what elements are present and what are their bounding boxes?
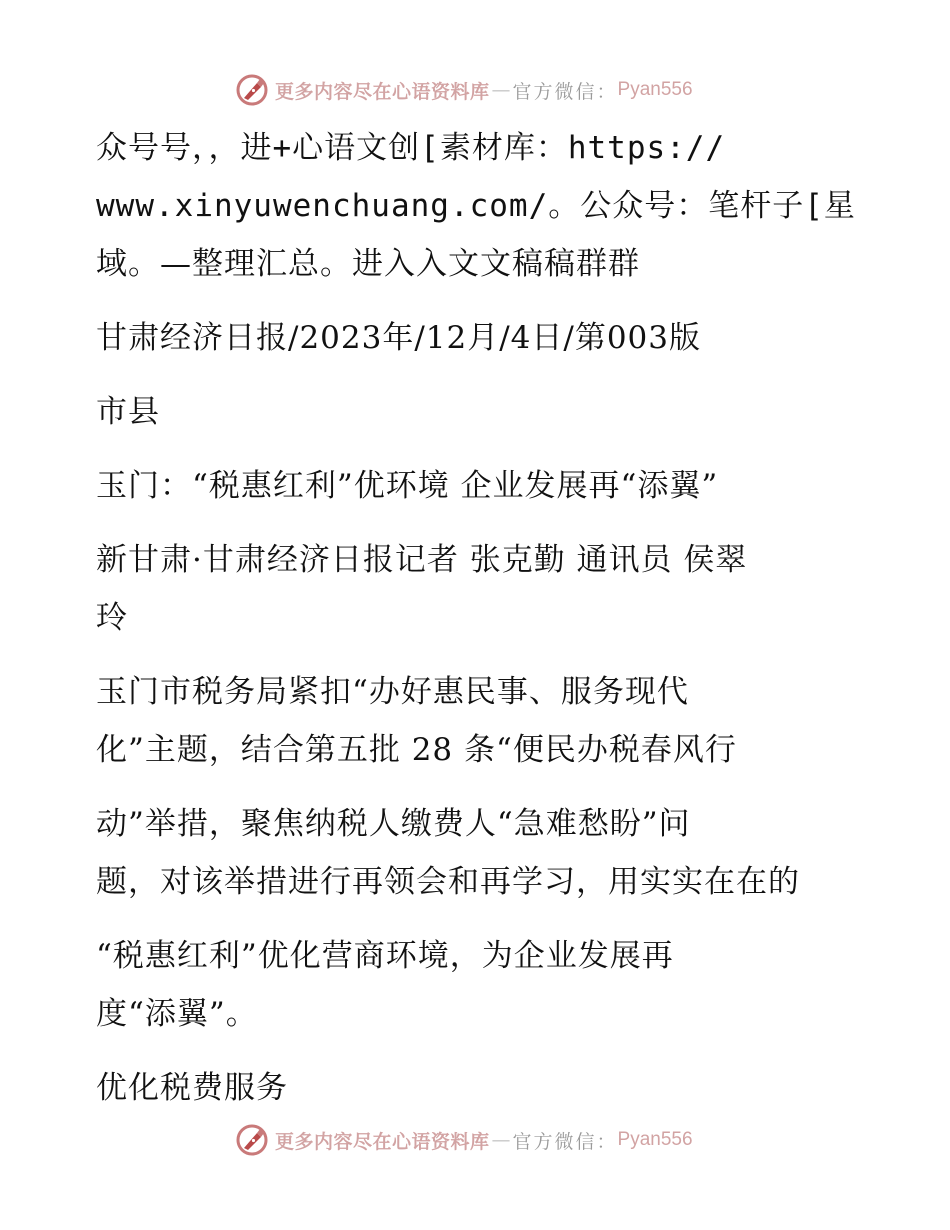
text-line: 题，对该举措进行再领会和再学习，用实实在在的 [96, 864, 800, 900]
watermark-wechat-id: Pyan556 [617, 79, 693, 100]
watermark-wechat-label: 官方微信： [512, 1130, 618, 1153]
watermark-separator: — [491, 1129, 511, 1151]
text-line: 玲 [96, 600, 128, 636]
text-line: 玉门市税务局紧扣“办好惠民事、服务现代 [96, 674, 689, 710]
watermark-separator: — [491, 79, 511, 101]
header-watermark [235, 72, 693, 108]
watermark-wechat-label: 官方微信： [512, 80, 618, 103]
text-line: “税惠红利”优化营商环境，为企业发展再 [96, 938, 674, 974]
text-line: 域。—整理汇总。进入入文文稿稿群群 [96, 246, 640, 282]
text-line: 市县 [96, 394, 160, 430]
pen-nib-logo-icon [235, 1123, 269, 1157]
watermark-text: 更多内容尽在心语资料库 [275, 1130, 490, 1153]
pen-nib-logo-icon [235, 73, 269, 107]
text-line: 优化税费服务 [96, 1070, 288, 1106]
watermark-text: 更多内容尽在心语资料库 [275, 80, 490, 103]
watermark-wechat-id: Pyan556 [617, 1129, 693, 1150]
footer-watermark [235, 1122, 693, 1158]
text-line: 化”主题，结合第五批 28 条“便民办税春风行 [96, 732, 737, 768]
text-line: 新甘肃·甘肃经济日报记者 张克勤 通讯员 侯翠 [96, 542, 748, 578]
text-line: 众号号，，进+心语文创[素材库：https:// [96, 130, 726, 166]
text-line: 玉门：“税惠红利”优环境 企业发展再“添翼” [96, 468, 719, 504]
text-line: www.xinyuwenchuang.com/。公众号：笔杆子[星 [96, 188, 856, 224]
text-line: 度“添翼”。 [96, 996, 258, 1032]
text-line: 动”举措，聚焦纳税人缴费人“急难愁盼”问 [96, 806, 691, 842]
text-line: 甘肃经济日报/2023年/12月/4日/第003版 [96, 320, 702, 356]
